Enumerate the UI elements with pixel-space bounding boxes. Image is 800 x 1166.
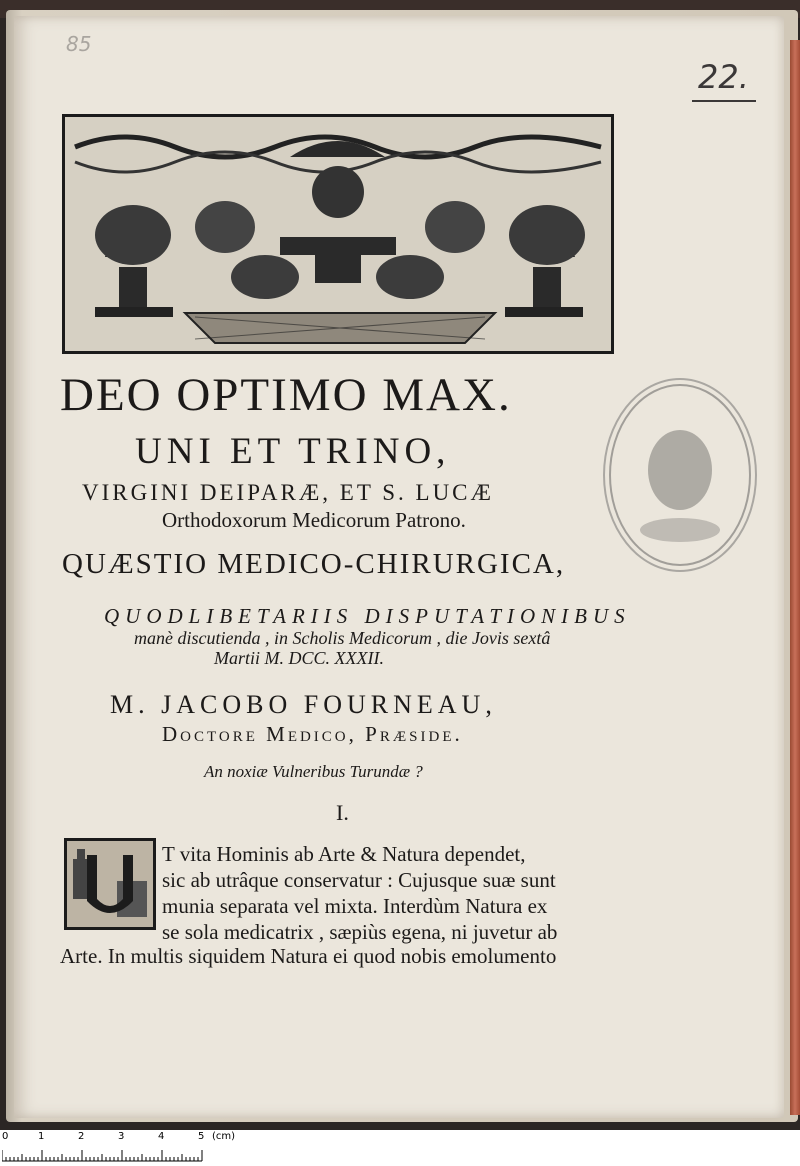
title-line-1: DEO OPTIMO MAX. bbox=[60, 369, 512, 421]
body-line-1: T vita Hominis ab Arte & Natura dependet, bbox=[162, 842, 526, 866]
ruler-ticks bbox=[2, 1148, 212, 1162]
body-line-2: sic ab utrâque conservatur : Cujusque suæ sunt bbox=[162, 868, 556, 892]
title-line-7: manè discutienda , in Scholis Medicorum , die Jovis sextâ bbox=[134, 628, 551, 648]
title-line-8: Martii M. DCC. XXXII. bbox=[214, 648, 384, 668]
decorated-initial bbox=[64, 838, 156, 930]
section-number: I. bbox=[336, 800, 349, 825]
ornamental-headpiece bbox=[62, 114, 614, 354]
folio-number: 22. bbox=[698, 58, 749, 96]
body-line-4: se sola medicatrix , sæpiùs egena, ni juvetur ab bbox=[162, 920, 558, 944]
folio-underline bbox=[692, 100, 756, 102]
ruler-unit: (cm) bbox=[212, 1131, 236, 1142]
library-stamp bbox=[603, 378, 757, 572]
ruler-label-5: 5 bbox=[198, 1131, 205, 1142]
body-line-3: munia separata vel mixta. Interdùm Natura ex bbox=[162, 894, 548, 918]
question-line: An noxiæ Vulneribus Turundæ ? bbox=[204, 762, 423, 781]
ruler-label-1: 1 bbox=[38, 1131, 45, 1142]
title-line-2: UNI ET TRINO, bbox=[135, 431, 451, 472]
title-line-10: Doctore Medico, Præside. bbox=[162, 722, 463, 746]
pencil-number: 85 bbox=[66, 32, 92, 56]
ruler-label-4: 4 bbox=[158, 1131, 165, 1142]
red-page-edge bbox=[790, 40, 800, 1115]
scale-ruler bbox=[0, 1130, 800, 1166]
title-line-4: Orthodoxorum Medicorum Patrono. bbox=[162, 508, 466, 532]
ruler-label-2: 2 bbox=[78, 1131, 85, 1142]
title-line-3: VIRGINI DEIPARÆ, ET S. LUCÆ bbox=[82, 480, 494, 505]
title-line-6: QUODLIBETARIIS DISPUTATIONIBUS bbox=[104, 604, 631, 628]
ruler-label-0: 0 bbox=[2, 1131, 9, 1142]
title-line-5: QUÆSTIO MEDICO-CHIRURGICA, bbox=[62, 548, 566, 580]
body-line-5: Arte. In multis siquidem Natura ei quod nobis emolumento bbox=[60, 944, 557, 968]
ruler-label-3: 3 bbox=[118, 1131, 125, 1142]
title-line-9: M. JACOBO FOURNEAU, bbox=[110, 690, 497, 719]
